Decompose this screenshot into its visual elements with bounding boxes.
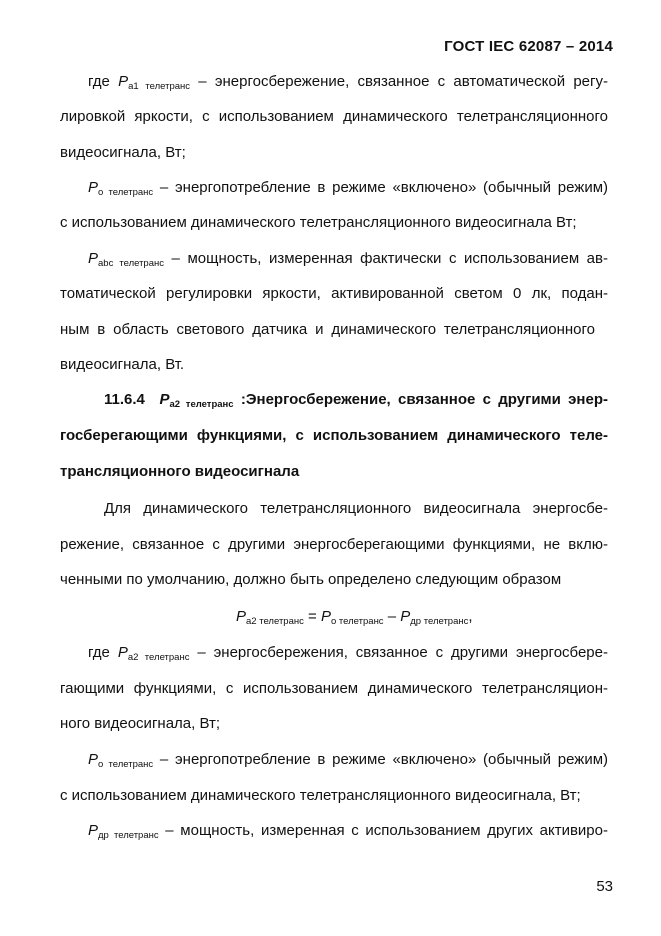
para5-subscript: a2 телетранс — [127, 652, 190, 663]
section-subscript: a2 телетранс — [169, 399, 234, 410]
para2-line1-text: – энергопотребление в режиме «включено» (обычный режим) — [153, 179, 609, 196]
section-heading-line1 — [104, 390, 608, 415]
formula-term2-symbol: P — [400, 608, 411, 625]
para7-line1 — [88, 821, 608, 846]
para5-line3: ного видеосигнала, Вт; — [60, 715, 221, 732]
para5-lead: где — [88, 644, 118, 661]
section-heading-line3: трансляционного видеосигнала — [60, 463, 300, 480]
para3-subscript: abc телетранс — [98, 258, 164, 269]
para3-line4: видеосигнала, Вт. — [60, 356, 185, 373]
para1-line1 — [88, 72, 608, 97]
para1-line1-text: – энергосбережение, связанное с автоматической регу- — [190, 73, 608, 90]
para6-line1 — [88, 750, 608, 775]
para7-line1-text: – мощность, измеренная с использованием других активиро- — [158, 822, 608, 839]
formula-minus: – — [383, 608, 401, 625]
para5-line1-text: – энергосбережения, связанное с другими энергосбере- — [189, 644, 608, 661]
para3-line1-text: – мощность, измеренная фактически с использованием ав- — [164, 250, 608, 267]
para3-line1 — [88, 249, 608, 274]
para1-line2: лировкой яркости, с использованием динамического телетрансляционного — [60, 108, 608, 125]
para2-symbol: P — [88, 179, 99, 196]
formula-term1-symbol: P — [320, 608, 331, 625]
formula-lhs-symbol: P — [236, 608, 247, 625]
para5-line2: гающими функциями, с использованием динамического телетрансляцион- — [60, 680, 608, 697]
para5-symbol: P — [117, 644, 128, 661]
para6-symbol: P — [88, 751, 99, 768]
para2-subscript: о телетранс — [98, 187, 154, 198]
formula-equals: = — [303, 608, 321, 625]
formula-end: , — [468, 608, 473, 625]
formula — [236, 607, 473, 632]
para7-subscript: др телетранс — [98, 830, 159, 841]
formula-term1-subscript: о телетранс — [331, 616, 384, 627]
formula-lhs-subscript: a2 телетранс — [246, 616, 304, 627]
para1-line3: видеосигнала, Вт; — [60, 144, 186, 161]
para4-line1: Для динамического телетрансляционного видеосигнала энергосбе- — [104, 500, 608, 517]
para2-line2: с использованием динамического телетрансляционного видеосигнала Вт; — [60, 214, 577, 231]
para4-line2: режение, связанное с другими энергосберегающими функциями, не вклю- — [60, 536, 608, 553]
section-heading-line2: госберегающими функциями, с использованием динамического теле- — [60, 427, 608, 444]
para6-line1-text: – энергопотребление в режиме «включено» (обычный режим) — [153, 751, 609, 768]
formula-term2-subscript: др телетранс — [410, 616, 469, 627]
document-header: ГОСТ IEC 62087 – 2014 — [444, 38, 613, 55]
para3-line2: томатической регулировки яркости, активированной светом 0 лк, подан- — [60, 285, 608, 302]
section-heading-text: :Энергосбережение, связанное с другими энер- — [233, 391, 608, 408]
para1-symbol: P — [118, 73, 129, 90]
para5-line1 — [88, 643, 608, 668]
para1-lead: где — [88, 73, 119, 90]
para1-subscript: a1 телетранс — [128, 81, 191, 92]
page-number: 53 — [596, 878, 613, 895]
para6-subscript: о телетранс — [98, 759, 154, 770]
para3-line3: ным в область светового датчика и динамического телетрансляционного — [60, 321, 595, 338]
para7-symbol: P — [88, 822, 99, 839]
section-symbol: P — [159, 391, 170, 408]
para3-symbol: P — [88, 250, 99, 267]
section-number: 11.6.4 — [104, 391, 145, 408]
para6-line2: с использованием динамического телетрансляционного видеосигнала, Вт; — [60, 787, 581, 804]
para2-line1 — [88, 178, 608, 203]
para4-line3: ченными по умолчанию, должно быть определено следующим образом — [60, 571, 562, 588]
